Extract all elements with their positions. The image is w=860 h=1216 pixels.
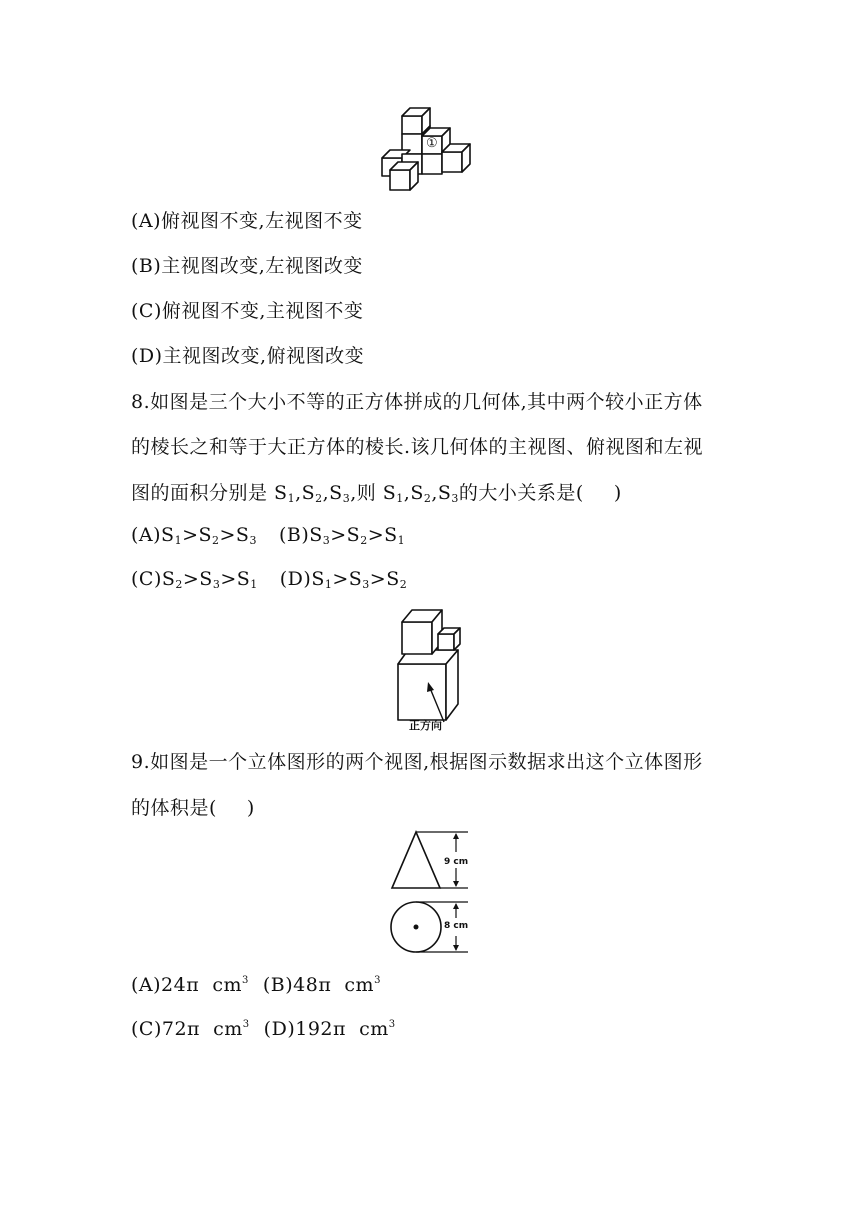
- q8-option-c: $(C)S_2>S_3>S_1$: [131, 568, 258, 591]
- three-cubes-figure: [392, 604, 472, 734]
- q7-option-b: (B)主视图改变,左视图改变: [131, 255, 363, 277]
- q8-options-row2: [131, 568, 407, 591]
- q7-option-d: (D)主视图改变,俯视图改变: [131, 345, 365, 367]
- q8-option-a: $(A)S_1>S_2>S_3$: [131, 524, 257, 547]
- cone-views-figure: [386, 826, 486, 958]
- q7-option-a: (A)俯视图不变,左视图不变: [131, 210, 363, 232]
- q9-option-d: (D)192π $cm^3$: [263, 1018, 396, 1040]
- q9-text-line1: 9.如图是一个立体图形的两个视图,根据图示数据求出这个立体图形: [131, 751, 703, 773]
- q9-option-a: (A)24π $cm^3$: [131, 974, 249, 996]
- q9-options-row1: [131, 974, 381, 996]
- q9-option-b: (B)48π $cm^3$: [262, 974, 381, 996]
- diameter-dimension-label: 8 cm: [444, 921, 469, 931]
- front-direction-caption: 正方向: [409, 719, 442, 732]
- q7-option-c: (C)俯视图不变,主视图不变: [131, 300, 364, 322]
- q9-option-c: (C)72π $cm^3$: [131, 1018, 250, 1040]
- q8-text-line2: 的棱长之和等于大正方体的棱长.该几何体的主视图、俯视图和左视: [131, 436, 704, 458]
- q8-options-row1: [131, 524, 405, 547]
- height-dimension-label: 9 cm: [444, 857, 469, 867]
- q8-text-line3: 图的面积分别是 $S_1,S_2,S_3$,则 $S_1,S_2,S_3$的大小关系是( ): [131, 482, 622, 505]
- q9-text-line2: 的体积是( ): [131, 797, 255, 819]
- cube-label-1: ①: [426, 136, 438, 151]
- q8-option-d: $(D)S_1>S_3>S_2$: [279, 568, 408, 591]
- q8-option-b: $(B)S_3>S_2>S_1$: [278, 524, 406, 547]
- q9-options-row2: [131, 1018, 396, 1040]
- q8-text-line1: 8.如图是三个大小不等的正方体拼成的几何体,其中两个较小正方体: [131, 391, 703, 413]
